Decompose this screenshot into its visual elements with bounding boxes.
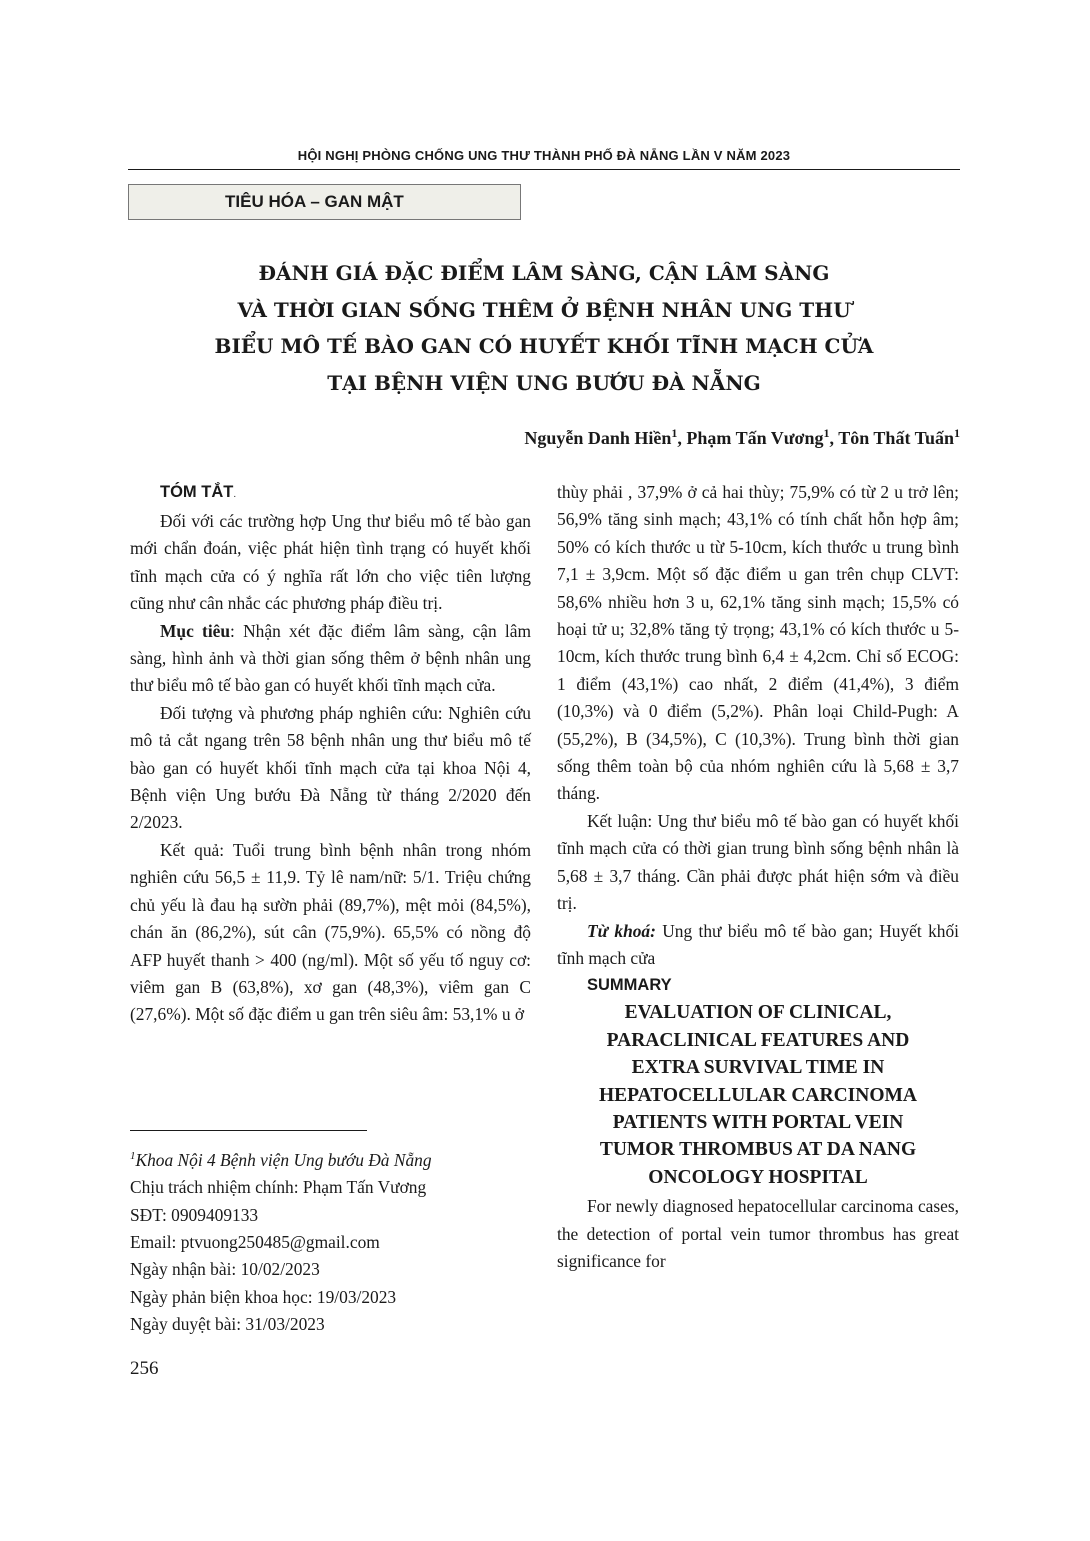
running-head: HỘI NGHỊ PHÒNG CHỐNG UNG THƯ THÀNH PHỐ ĐÀ NẴNG LẦN V NĂM 2023 <box>297 148 791 163</box>
keywords-label: Từ khoá: <box>587 920 656 941</box>
left-column <box>130 479 531 1029</box>
english-title-line: ONCOLOGY HOSPITAL <box>648 1166 868 1188</box>
abstract-results: Kết quả: Tuổi trung bình bệnh nhân trong nhóm nghiên cứu 56,5 ± 11,9. Tỷ lê nam/nữ: 5/1. Triệu chứng chủ yếu là đau hạ sườn phải (89,7%), mệt mỏi (84,5%), chán ăn (86,2%), sút cân (75,9%). 65,5% có nồng độ AFP huyết thanh > 400 (ng/ml). Một số yếu tố nguy cơ: viêm gan B (63,8%), xơ gan (48,3%), viêm gan C (27,6%). Một số đặc điểm u gan trên siêu âm: 53,1% u ở <box>130 839 531 1025</box>
abstract-results-continued: thùy phải , 37,9% ở cả hai thùy; 75,9% có từ 2 u trở lên; 56,9% tăng sinh mạch; 43,1% có tính chất hỗn hợp âm; 50% có kích thước u từ 5-10cm, kích thước u trung bình 7,1 ± 3,9cm. Một số đặc điểm u gan trên chụp CLVT: 58,6% nhiều hơn 3 u, 62,1% tăng sinh mạch; 15,5% có hoại tử u; 32,8% tăng tỷ trọng; 43,1% có kích thước u 5-10cm, kích thước trung bình 6,4 ± 4,2cm. Chỉ số ECOG: 1 điểm (43,1%) cao nhất, 2 điểm (41,4%), 3 điểm (10,3%) và 0 điểm (5,2%). Phân loại Child-Pugh: A (55,2%), B (34,5%), C (10,3%). Trung bình thời gian sống thêm toàn bộ của nhóm nghiên cứu là 5,68 ± 3,7 tháng. <box>557 482 959 804</box>
author-separator: , <box>677 428 687 448</box>
abstract-intro: Đối với các trường hợp Ung thư biểu mô tế bào gan mới chẩn đoán, việc phát hiện tình trạng có huyết khối tĩnh mạch cửa có ý nghĩa rất lớn cho việc tiên lượng cũng như cân nhắc các phương pháp điều trị. <box>130 511 531 614</box>
footnote-phone: SĐT: 0909409133 <box>130 1204 259 1225</box>
english-title-line: EXTRA SURVIVAL TIME IN <box>631 1057 885 1079</box>
affiliation-mark: 1 <box>130 1150 136 1162</box>
abstract-heading-mark: . <box>233 489 237 500</box>
author-affiliation-mark: 1 <box>671 426 678 440</box>
summary-heading: SUMMARY <box>587 976 672 995</box>
section-label: TIÊU HÓA – GAN MẬT <box>225 192 404 211</box>
section-label-box <box>128 184 521 220</box>
abstract-keywords <box>557 918 959 973</box>
title-line: BIỂU MÔ TẾ BÀO GAN CÓ HUYẾT KHỐI TĨNH MẠCH CỬA <box>214 334 874 358</box>
title-line: TẠI BỆNH VIỆN UNG BƯỚU ĐÀ NẴNG <box>327 370 761 395</box>
abstract-conclusion: Kết luận: Ung thư biểu mô tế bào gan có huyết khối tĩnh mạch cửa có thời gian trung bình sống bệnh nhân là 5,68 ± 3,7 tháng. Cần phải được phát hiện sớm và điều trị. <box>557 810 959 914</box>
page-number: 256 <box>130 1358 159 1379</box>
keywords-text: Ung thư biểu mô tế bào gan; Huyết khối tĩnh mạch cửa <box>557 920 959 968</box>
right-column <box>557 479 959 1275</box>
english-title-line: EVALUATION OF CLINICAL, <box>624 1002 892 1024</box>
footnote-affiliation <box>130 1143 540 1174</box>
author-separator: , <box>829 428 839 448</box>
objective-label: Mục tiêu <box>160 620 231 641</box>
summary-body: For newly diagnosed hepatocellular carcinoma cases, the detection of portal vein tumor thrombus has great significance for <box>557 1196 959 1271</box>
affiliation-text: Khoa Nội 4 Bệnh viện Ung bướu Đà Nẵng <box>135 1149 432 1170</box>
abstract-heading-text: TÓM TẮT <box>160 483 234 501</box>
footnote-rule <box>130 1130 367 1131</box>
author-list <box>524 426 960 449</box>
footnotes <box>130 1143 540 1339</box>
title-line: ĐÁNH GIÁ ĐẶC ĐIỂM LÂM SÀNG, CẬN LÂM SÀNG <box>258 261 830 285</box>
author-name: Nguyễn Danh Hiền <box>524 428 672 448</box>
abstract-methods: Đối tượng và phương pháp nghiên cứu: Nghiên cứu mô tả cắt ngang trên 58 bệnh nhân ung thư biểu mô tế bào gan có huyết khối tĩnh mạch cửa tại khoa Nội 4, Bệnh viện Ung bướu Đà Nẵng từ tháng 2/2020 đến 2/2023. <box>130 702 531 833</box>
footnote-responsible: Chịu trách nhiệm chính: Phạm Tấn Vương <box>130 1177 427 1198</box>
english-title-line: TUMOR THROMBUS AT DA NANG <box>599 1139 917 1161</box>
author-name: Phạm Tấn Vương <box>686 428 824 448</box>
author-affiliation-mark: 1 <box>954 426 960 440</box>
objective-text: : Nhận xét đặc điểm lâm sàng, cận lâm sàng, hình ảnh và thời gian sống thêm ở bệnh nhân ung thư biểu mô tế bào gan có huyết khối tĩnh mạch cửa. <box>130 620 531 696</box>
english-title-line: PATIENTS WITH PORTAL VEIN <box>612 1111 904 1133</box>
article-title <box>128 255 960 401</box>
footnote-reviewed: Ngày phản biện khoa học: 19/03/2023 <box>130 1286 397 1307</box>
header-rule <box>128 169 960 170</box>
author-name: Tôn Thất Tuấn <box>838 428 954 448</box>
title-line: VÀ THỜI GIAN SỐNG THÊM Ở BỆNH NHÂN UNG THƯ <box>237 297 851 322</box>
author-affiliation-mark: 1 <box>823 426 830 440</box>
abstract-objective <box>130 618 531 700</box>
footnote-accepted: Ngày duyệt bài: 31/03/2023 <box>130 1314 325 1335</box>
footnote-email: Email: ptvuong250485@gmail.com <box>130 1232 380 1253</box>
english-title <box>557 999 959 1191</box>
footnote-received: Ngày nhận bài: 10/02/2023 <box>130 1259 320 1280</box>
english-title-line: HEPATOCELLULAR CARCINOMA <box>599 1084 917 1106</box>
english-title-line: PARACLINICAL FEATURES AND <box>606 1029 910 1051</box>
abstract-heading <box>130 479 531 508</box>
